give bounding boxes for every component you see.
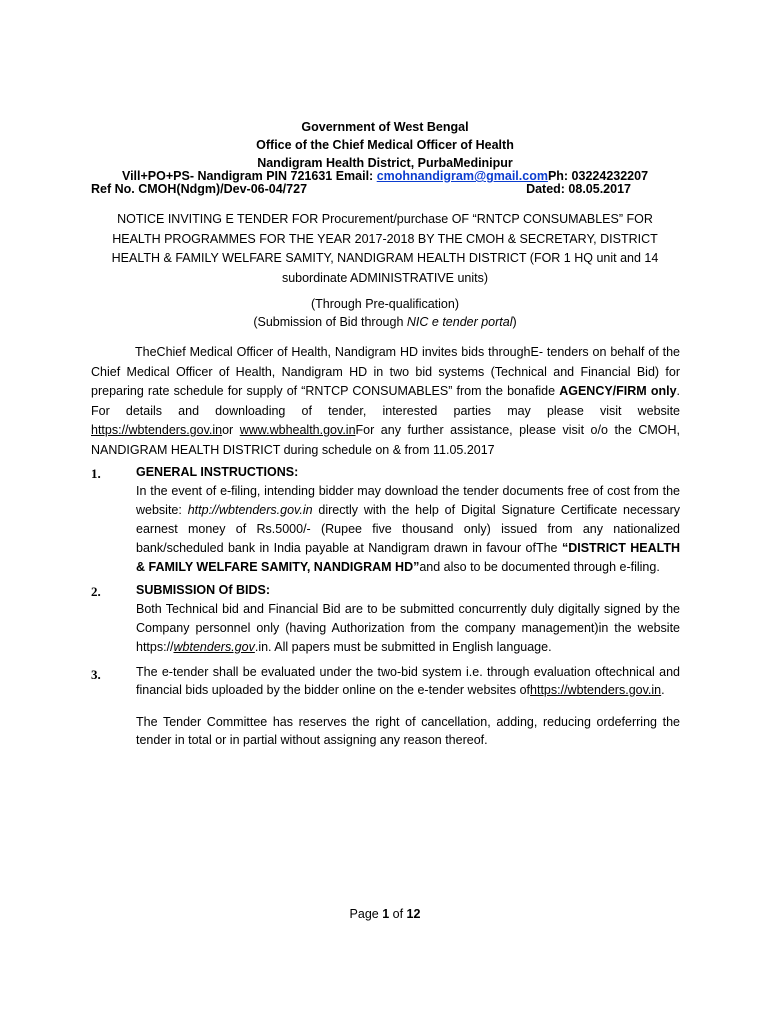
section-3-website-link[interactable]: https://wbtenders.gov.in [530, 682, 662, 697]
section-1-text-3: and also to be documented through e-filing. [419, 560, 660, 574]
section-2-number: 2. [91, 584, 101, 599]
wbtenders-link[interactable]: https://wbtenders.gov.in [91, 423, 223, 437]
footer-of-word: of [389, 907, 407, 921]
header-office: Office of the Chief Medical Officer of Health [256, 138, 514, 152]
section-1-title: GENERAL INSTRUCTIONS: [136, 465, 299, 479]
intro-text-3: For any further assistance, please visit o/o the CMOH, NANDIGRAM HEALTH DISTRICT during schedule on & from 11.05.2017 [91, 423, 681, 457]
section-3-text [136, 664, 680, 699]
tender-committee-paragraph: The Tender Committee has reserves the right of cancellation, adding, reducing ordeferring the tender in total or in partial without assigning any reason thereof. [136, 715, 680, 747]
submission-prefix: (Submission of Bid through [253, 314, 407, 329]
reference-number: Ref No. CMOH(Ndgm)/Dev-06-04/727 [91, 182, 308, 196]
email-link[interactable]: cmohnandigram@gmail.com [376, 169, 548, 183]
intro-agency-bold: AGENCY/FIRM only [559, 384, 677, 398]
section-2-body [136, 581, 680, 657]
intro-paragraph [91, 343, 680, 460]
header-government: Government of West Bengal [301, 120, 469, 134]
section-2-text [136, 600, 680, 657]
section-1-text-1: In the event of e-filing, intending bidder may download the tender documents free of cost from the website: [136, 484, 680, 517]
through-prequalification: (Through Pre-qualification) [311, 297, 459, 311]
submission-suffix: ) [512, 314, 517, 329]
intro-text-2: . For details and downloading of tender, interested parties may please visit website [91, 384, 681, 418]
document-date: Dated: 08.05.2017 [526, 182, 631, 196]
submission-info [0, 296, 770, 331]
section-1-website: http://wbtenders.gov.in [187, 503, 313, 517]
footer-page-total: 12 [406, 907, 421, 921]
page-footer [0, 906, 770, 922]
section-1-number: 1. [91, 466, 101, 481]
header-district: Nandigram Health District, PurbaMedinipur [257, 156, 513, 170]
section-2-title: SUBMISSION Of BIDS: [136, 583, 271, 597]
footer-page-number: 1 [382, 907, 390, 921]
submission-line [0, 314, 770, 332]
wbhealth-link[interactable]: www.wbhealth.gov.in [239, 423, 356, 437]
section-2-website[interactable]: wbtenders.gov [173, 640, 255, 654]
intro-or: or [222, 423, 240, 437]
portal-name: NIC e tender portal [406, 314, 513, 329]
section-3-body [136, 664, 680, 749]
section-3-text-2: . [661, 682, 665, 697]
footer-page-word: Page [349, 907, 383, 921]
address-prefix: Vill+PO+PS- Nandigram PIN 721631 Email: [121, 169, 377, 183]
section-3-text-1: The e-tender shall be evaluated under the two-bid system i.e. through evaluation oftechnical and financial bids uploaded by the bidder online on the e-tender websites of [136, 665, 680, 697]
section-2-text-1: Both Technical bid and Financial Bid are to be submitted concurrently duly digitally signed by the Company personnel only (having Authorization from the company management)in the website https:// [136, 602, 680, 654]
section-1-samity-bold: “DISTRICT HEALTH & FAMILY WELFARE SAMITY, NANDIGRAM HD” [136, 541, 681, 574]
phone-number: Ph: 03224232207 [547, 169, 649, 183]
intro-text-1: TheChief Medical Officer of Health, Nandigram HD invites bids throughE- tenders on behalf of the Chief Medical Officer of Health, Nandigram HD in two bid systems (Technical and Financial Bid) for preparing rate schedule for supply of “RNTCP CONSUMABLES” from the bonafide [91, 345, 680, 398]
section-1-text [136, 482, 680, 577]
section-2-text-2: .in. All papers must be submitted in English language. [254, 640, 552, 654]
section-3-number: 3. [91, 667, 101, 682]
section-1-body [136, 463, 680, 577]
section-1-text-2: directly with the help of Digital Signature Certificate necessary earnest money of Rs.5000/- (Rupee five thousand only) issued from any nationalized bank/scheduled bank in India payable at Nandigram drawn in favour ofThe [136, 503, 680, 555]
reference-row [91, 180, 631, 198]
notice-title: NOTICE INVITING E TENDER FOR Procurement/purchase OF “RNTCP CONSUMABLES” FOR HEALTH PROGRAMMES FOR THE YEAR 2017-2018 BY THE CMOH & SECRETARY, DISTRICT HEALTH & FAMILY WELFARE SAMITY, NANDIGRAM HEALTH DISTRICT (FOR 1 HQ unit and 14 subordinate ADMINISTRATIVE units) [111, 212, 659, 285]
